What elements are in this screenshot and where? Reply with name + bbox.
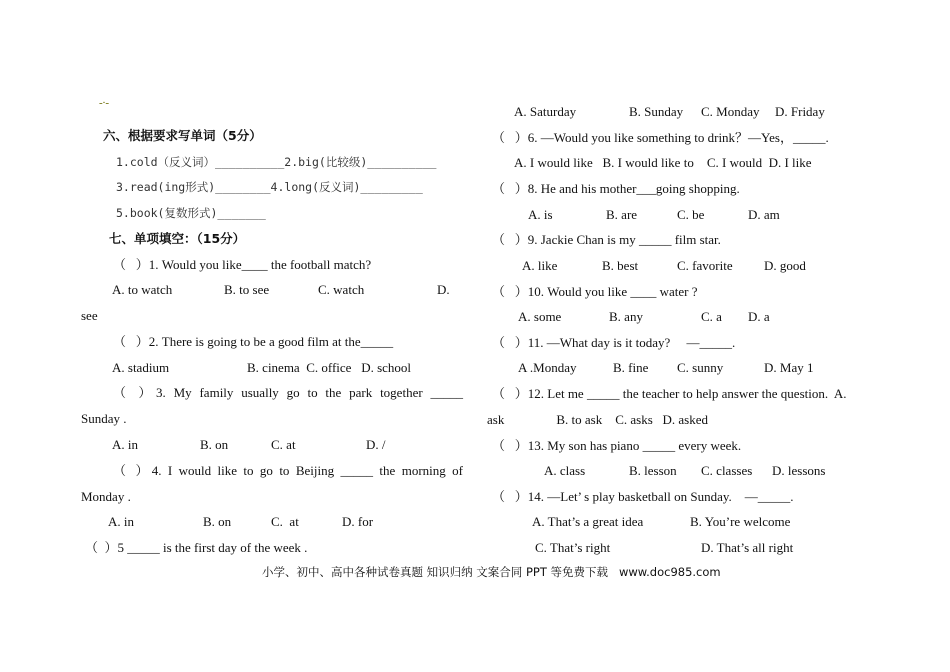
q5-option-a: A. Saturday [514,104,577,119]
question-6: （ ）6. —Would you like something to drink？—Yes，_____. [492,130,829,145]
q1-option-c: C. watch [318,282,365,297]
q6-options: A. I would like B. I would like to C. I would D. I like [514,155,812,170]
q2-options-bcd: B. cinema C. office D. school [247,360,412,375]
q2-option-a: A. stadium [112,360,170,375]
q13-option-b: B. lesson [629,463,677,478]
q1-option-a: A. to watch [112,282,173,297]
q13-option-a: A. class [544,463,586,478]
q10-option-c: C. a [701,309,722,324]
question-9: （ ）9. Jackie Chan is my _____ film star. [492,232,721,247]
question-2: （ ）2. There is going to be a good film at the_____ [113,334,394,349]
question-3-line-2: Sunday . [81,411,127,426]
q11-option-b: B. fine [613,360,649,375]
section-7-title: 七、单项填空：（15分） [109,231,246,246]
q11-option-d: D. May 1 [764,360,814,375]
q10-option-b: B. any [609,309,643,324]
footer-text: 小学、初中、高中各种试卷真题 知识归纳 文案合同 PPT 等免费下载 www.doc985.com [262,565,721,579]
question-12-line-1: （ ）12. Let me _____ the teacher to help answer the question. A. [492,386,847,401]
q11-option-c: C. sunny [677,360,724,375]
q8-option-a: A. is [528,207,553,222]
q9-option-c: C. favorite [677,258,733,273]
question-1: （ ）1. Would you like____ the football match? [113,257,372,272]
section-6-line-1: 1.cold（反义词）__________2.big(比较级)__________ [116,155,437,169]
question-14: （ ）14. —Let’ s play basketball on Sunday. —_____. [492,489,794,504]
q1-option-d-word: see [81,308,98,323]
q14-option-b: B. You’re welcome [690,514,791,529]
q3-option-c: C. at [271,437,296,452]
q4-option-b: B. on [203,514,232,529]
q13-option-d: D. lessons [772,463,826,478]
q14-option-d: D. That’s all right [701,540,794,555]
q8-option-b: B. are [606,207,638,222]
section-6-line-3: 5.book(复数形式)_______ [116,206,266,220]
question-8: （ ）8. He and his mother___going shopping. [492,181,740,196]
q8-option-c: C. be [677,207,705,222]
q3-option-d: D. / [366,437,386,452]
question-11: （ ）11. —What day is it today? —_____. [492,335,736,350]
q8-option-d: D. am [748,207,780,222]
question-4-line-2: Monday . [81,489,131,504]
q9-option-d: D. good [764,258,806,273]
q9-option-a: A. like [522,258,558,273]
q1-option-b: B. to see [224,282,270,297]
question-10: （ ）10. Would you like ____ water ? [492,284,698,299]
q1-option-d-letter: D. [437,282,450,297]
question-13: （ ）13. My son has piano _____ every week. [492,438,742,453]
q4-option-c: C. at [271,514,299,529]
question-3-line-1: （ ）3. My family usually go to the park together _____ [113,385,463,400]
q9-option-b: B. best [602,258,639,273]
q13-option-c: C. classes [701,463,753,478]
q5-option-b: B. Sunday [629,104,684,119]
q5-option-c: C. Monday [701,104,760,119]
section-6-title: 六、根据要求写单词（5分） [103,128,262,143]
q4-option-d: D. for [342,514,374,529]
q3-option-b: B. on [200,437,229,452]
question-12-line-2: ask B. to ask C. asks D. asked [487,412,708,427]
question-5: （ ）5 _____ is the first day of the week . [85,540,308,555]
q4-option-a: A. in [108,514,134,529]
q3-option-a: A. in [112,437,138,452]
page-marker: -∙- [99,97,110,109]
section-6-line-2: 3.read(ing形式)________4.long(反义词)_________ [116,180,423,194]
q14-option-a: A. That’s a great idea [532,514,644,529]
question-4-line-1: （ ）4. I would like to go to Beijing _____ the morning of [113,463,463,478]
q10-option-d: D. a [748,309,770,324]
q10-option-a: A. some [518,309,562,324]
q5-option-d: D. Friday [775,104,825,119]
q11-option-a: A .Monday [518,360,577,375]
q14-option-c: C. That’s right [535,540,611,555]
